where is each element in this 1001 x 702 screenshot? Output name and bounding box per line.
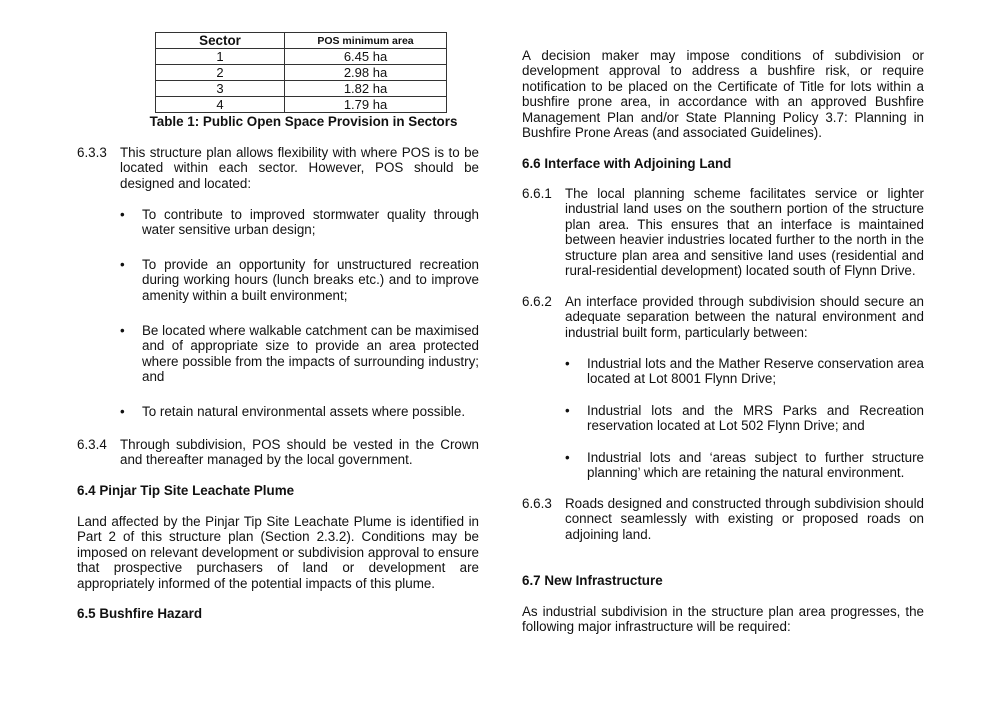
table-cell-sector: 1 xyxy=(156,49,285,65)
paragraph-6-4: Land affected by the Pinjar Tip Site Leachate Plume is identified in Part 2 of this structure plan (Section 2.3.2). Conditions may be imposed on relevant development or subdivision approval to ensure that prospective purchasers of land or development are appropriately informed of the potential impacts of this plume. xyxy=(77,514,479,591)
bullet-text: Industrial lots and the MRS Parks and Recreation reservation located at Lot 502 Flynn Drive; and xyxy=(587,403,924,434)
bullet-icon: • xyxy=(120,404,125,419)
table-row xyxy=(156,97,447,113)
bullet-icon: • xyxy=(565,403,570,418)
heading-6-7: 6.7 New Infrastructure xyxy=(522,573,663,588)
table-header-sector: Sector xyxy=(156,33,285,49)
section-text: Through subdivision, POS should be vested in the Crown and thereafter managed by the local government. xyxy=(120,437,479,468)
bullet-text: Industrial lots and the Mather Reserve conservation area located at Lot 8001 Flynn Drive; xyxy=(587,356,924,387)
table-cell-area: 1.82 ha xyxy=(285,81,447,97)
bullet-text: To contribute to improved stormwater quality through water sensitive urban design; xyxy=(142,207,479,238)
paragraph-6-5: A decision maker may impose conditions of subdivision or development approval to address a bushfire risk, or require notification to be placed on the Certificate of Title for lots within a bushfire prone area, in accordance with an approved Bushfire Management Plan and/or State Planning Policy 3.7: Planning in Bushfire Prone Areas (and associated Guidelines). xyxy=(522,48,924,141)
section-text: This structure plan allows flexibility with where POS is to be located within each sector. However, POS should be designed and located: xyxy=(120,145,479,191)
bullet-text: Industrial lots and ‘areas subject to further structure planning’ which are retaining the natural environment. xyxy=(587,450,924,481)
table-cell-area: 6.45 ha xyxy=(285,49,447,65)
section-number: 6.6.2 xyxy=(522,294,552,309)
pos-table xyxy=(155,32,447,113)
table-row xyxy=(156,65,447,81)
table-header-pos-area: POS minimum area xyxy=(285,33,447,49)
table-row xyxy=(156,49,447,65)
section-number: 6.6.1 xyxy=(522,186,552,201)
table-cell-sector: 4 xyxy=(156,97,285,113)
bullet-icon: • xyxy=(120,323,125,338)
section-text: The local planning scheme facilitates service or lighter industrial land uses on the southern portion of the structure plan area. This ensures that an interface is maintained between heavier industries located further to the north in the structure plan area and sensitive land uses (residential and rural-residential development) located south of Flynn Drive. xyxy=(565,186,924,279)
bullet-text: Be located where walkable catchment can be maximised and of appropriate size to provide an area protected where possible from the impacts of surrounding industry; and xyxy=(142,323,479,385)
bullet-text: To retain natural environmental assets where possible. xyxy=(142,404,466,419)
section-number: 6.6.3 xyxy=(522,496,552,511)
heading-6-5: 6.5 Bushfire Hazard xyxy=(77,606,203,621)
section-text: Roads designed and constructed through subdivision should connect seamlessly with existing or proposed roads on adjoining land. xyxy=(565,496,924,542)
bullet-icon: • xyxy=(120,207,125,222)
table-cell-area: 2.98 ha xyxy=(285,65,447,81)
paragraph-6-7: As industrial subdivision in the structure plan area progresses, the following major infrastructure will be required: xyxy=(522,604,924,635)
heading-6-4: 6.4 Pinjar Tip Site Leachate Plume xyxy=(77,483,295,498)
bullet-icon: • xyxy=(565,450,570,465)
section-number: 6.3.4 xyxy=(77,437,107,452)
table-cell-sector: 2 xyxy=(156,65,285,81)
table-cell-area: 1.79 ha xyxy=(285,97,447,113)
table-row xyxy=(156,81,447,97)
bullet-text: To provide an opportunity for unstructured recreation during working hours (lunch breaks etc.) and to improve amenity within a built environment; xyxy=(142,257,479,303)
table-cell-sector: 3 xyxy=(156,81,285,97)
heading-6-6: 6.6 Interface with Adjoining Land xyxy=(522,156,732,171)
section-text: An interface provided through subdivision should secure an adequate separation between the natural environment and industrial built form, particularly between: xyxy=(565,294,924,340)
bullet-icon: • xyxy=(565,356,570,371)
table-caption: Table 1: Public Open Space Provision in Sectors xyxy=(149,114,458,129)
section-number: 6.3.3 xyxy=(77,145,107,160)
bullet-icon: • xyxy=(120,257,125,272)
